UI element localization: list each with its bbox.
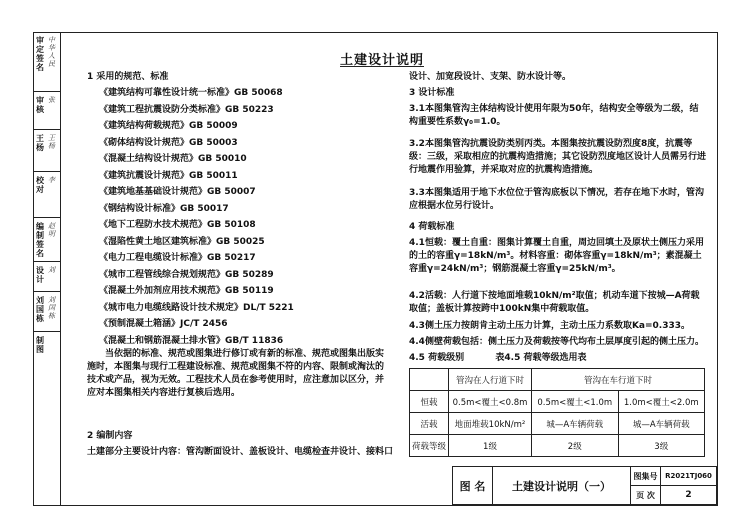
standard-item: 《砌体结构设计规范》GB 50003 [99, 137, 238, 148]
standard-item: 《建筑结构荷载规范》GB 50009 [99, 121, 238, 131]
approval-sidebar [33, 32, 61, 506]
section-3-heading: 3 设计标准 [409, 88, 455, 98]
sidebar-signature: 张 [48, 96, 55, 104]
standard-item: 《地下工程防水技术规范》GB 50108 [99, 220, 256, 230]
section-4-3: 4.3侧土压力按朗肯主动土压力计算，主动土压力系数取Ka=0.333。 [409, 321, 691, 331]
section-1-heading: 1 采用的规范、标准 [87, 72, 169, 82]
section-2-text: 土建部分主要设计内容：管沟断面设计、盖板设计、电缆检查井设计、接料口 [87, 447, 394, 457]
atlas-number: R2021TJ060 [661, 467, 717, 486]
table-row [410, 391, 705, 413]
table-cell: 2级 [532, 435, 619, 457]
sidebar-role: 王 杨 [36, 134, 44, 152]
page-title: 土建设计说明 [340, 53, 425, 68]
sidebar-cell [33, 32, 60, 92]
standard-item: 《建筑地基基础设计规范》GB 50007 [99, 187, 256, 197]
title-block [452, 466, 718, 506]
sidebar-cell [33, 172, 60, 218]
standard-item: 《城市工程管线综合规划规范》GB 50289 [99, 269, 274, 280]
section-2-continued: 设计、加宽段设计、支架、防水设计等。 [409, 72, 572, 82]
sidebar-role: 审 核 [36, 96, 44, 114]
section-4-5: 4.5 荷载级别 表4.5 荷载等级选用表 [409, 353, 587, 363]
sidebar-signature: 李 [48, 176, 55, 184]
sidebar-cell [33, 92, 60, 130]
drawing-name-label: 图 名 [453, 467, 493, 505]
standard-item: 《建筑工程抗震设防分类标准》GB 50223 [99, 104, 274, 115]
section-3-1: 3.1本图集管沟主体结构设计使用年限为50年，结构安全等级为二级，结构重要性系数γ₀=1.0。 [409, 104, 699, 127]
sidebar-signature: 刘国栋 [48, 296, 55, 320]
sidebar-signature: 王杨 [48, 134, 55, 150]
atlas-number-label: 图集号 [631, 467, 661, 486]
table-cell [410, 369, 449, 391]
section-4-4: 4.4侧壁荷载包括：侧土压力及荷载按等代均布土层厚度引起的侧土压力。 [409, 337, 704, 347]
table-cell: 城—A车辆荷载 [618, 413, 705, 435]
sidebar-signature: 中华人民 [48, 36, 55, 68]
standard-item: 《混凝土结构设计规范》GB 50010 [99, 154, 247, 164]
sidebar-signature: 刘 [48, 266, 55, 274]
table-cell: 活载 [410, 413, 449, 435]
table-row [410, 435, 705, 457]
table-cell: 0.5m<覆土<1.0m [532, 391, 619, 413]
table-cell: 管沟在人行道下时 [449, 369, 532, 391]
table-row [410, 369, 705, 391]
section-4-2: 4.2活载：人行道下按地面堆载10kN/m²取值；机动车道下按城—A荷载取值；盖板计算按跨中100kN集中荷载取值。 [409, 291, 700, 314]
table-cell: 3级 [618, 435, 705, 457]
table-cell: 0.5m<覆土<0.8m [449, 391, 532, 413]
standard-item: 《预制混凝土箱涵》JC/T 2456 [99, 319, 228, 329]
section-3-2: 3.2本图集管沟抗震设防类别丙类。本图集按抗震设防烈度8度，抗震等级：三级，采取相应的抗震构造措施；其它设防烈度地区设计人员需另行进行地震作用验算，并采取对应的抗震构造措施。 [409, 139, 707, 175]
table-cell: 地面堆载10kN/m² [449, 413, 532, 435]
standard-item: 《钢结构设计标准》GB 50017 [99, 203, 229, 214]
sidebar-cell [33, 292, 60, 332]
sidebar-role: 编制签名 [36, 222, 44, 258]
section-2-heading: 2 编制内容 [87, 431, 133, 441]
standard-item: 《混凝土外加剂应用技术规范》GB 50119 [99, 286, 274, 296]
standard-item: 《建筑抗震设计规范》GB 50011 [99, 170, 238, 181]
section-4-heading: 4 荷载标准 [409, 222, 455, 232]
section-3-3: 3.3本图集适用于地下水位位于管沟底板以下情况，若存在地下水时，管沟应根据水位另行设计。 [409, 188, 704, 211]
sidebar-signature: 赵明 [48, 222, 55, 238]
sidebar-cell [33, 130, 60, 172]
sidebar-role: 审定签名 [36, 36, 44, 72]
load-level-table [409, 368, 705, 457]
sidebar-cell [33, 262, 60, 292]
sidebar-role: 设 计 [36, 266, 44, 284]
section-1-note: 当依据的标准、规范或图集进行修订或有新的标准、规范或图集出版实施时，本图集与现行工程建设标准、规范或图集不符的内容、限制或淘汰的技术或产品，视为无效。工程技术人员在参考使用时，应注意加以区分，并应对本图集相关内容进行复核后选用。 [87, 349, 385, 398]
table-cell: 1级 [449, 435, 532, 457]
standard-item: 《建筑结构可靠性设计统一标准》GB 50068 [99, 88, 283, 98]
sidebar-role: 刘国栋 [36, 296, 44, 323]
table-cell: 荷载等级 [410, 435, 449, 457]
page-number: 2 [661, 486, 717, 505]
table-cell: 管沟在车行道下时 [532, 369, 705, 391]
table-cell: 恒载 [410, 391, 449, 413]
standard-item: 《混凝土和钢筋混凝土排水管》GB/T 11836 [99, 335, 284, 346]
standard-item: 《城市电力电缆线路设计技术规定》DL/T 5221 [99, 302, 294, 313]
drawing-name: 土建设计说明（一） [493, 467, 631, 505]
title-underline [340, 66, 424, 67]
table-row [410, 413, 705, 435]
sidebar-cell [33, 218, 60, 262]
sidebar-cell [33, 332, 60, 372]
table-cell: 城—A车辆荷载 [532, 413, 619, 435]
page-number-label: 页 次 [631, 486, 661, 505]
standard-item: 《电力工程电缆设计标准》GB 50217 [99, 253, 256, 263]
table-cell: 1.0m<覆土<2.0m [618, 391, 705, 413]
standard-item: 《湿陷性黄土地区建筑标准》GB 50025 [99, 236, 265, 247]
sidebar-role: 校 对 [36, 176, 44, 194]
section-4-1: 4.1恒载：覆土自重：图集计算覆土自重，周边回填土及原状土侧压力采用的土的容重γ=18kN/m³。材料容重：砌体容重γ=18kN/m³；素混凝土容重γ=24kN/m³；钢筋混凝土容重γ=25kN/m³。 [409, 238, 704, 274]
sidebar-role: 制 图 [36, 336, 44, 354]
